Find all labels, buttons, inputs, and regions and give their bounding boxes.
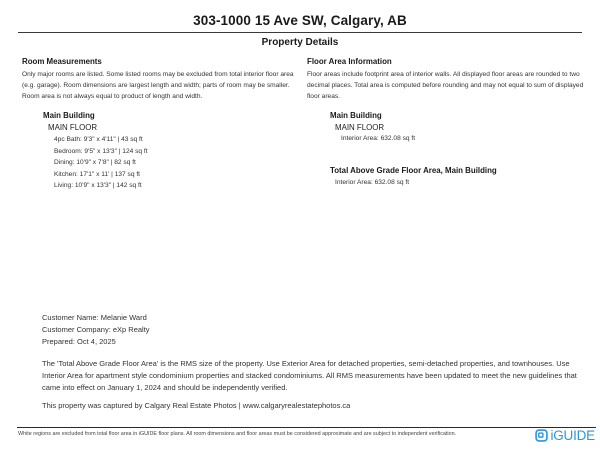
iguide-logo-text: iGUIDE [550,428,595,443]
room-measurements-main-building [43,111,148,192]
page-subtitle: Property Details [261,37,339,48]
building-name: Main Building [43,111,95,120]
room-line: Bedroom: 9'5" x 13'3" | 124 sq ft [54,147,148,155]
page-title: 303-1000 15 Ave SW, Calgary, AB [193,13,407,28]
room-measurements-heading: Room Measurements [22,57,102,66]
rms-disclaimer: The 'Total Above Grade Floor Area' is the RMS size of the property. Use Exterior Area for detached properties, semi-detached properties, and townhouses. Use Interior Area for apartment style condominium properties and stacked condominiums. All RMS measurements have been updated to meet the new guidelines that came into effect on January 1, 2024 and should be independently verified. [42,359,577,392]
customer-info-block [42,312,150,348]
interior-area-value: Interior Area: 632.08 sq ft [341,135,416,142]
iguide-logo [535,428,595,443]
room-measurements-description: Only major rooms are listed. Some listed rooms may be excluded from total interior floor area (e.g. garage). Room dimensions are largest length and width; parts of room may be smaller. Room area is not always equal to product of length and width. [22,71,294,100]
total-above-grade-block [330,166,497,186]
footer-note: White regions are excluded from total floor area in iGUIDE floor plans. All room dimensions and floor areas must be considered approximate and are subject to independent verification. [18,431,457,437]
room-line: 4pc Bath: 9'3" x 4'11" | 43 sq ft [54,136,143,143]
header-divider [18,32,582,33]
room-line: Living: 10'9" x 13'3" | 142 sq ft [54,182,142,190]
prepared-date-line: Prepared: Oct 4, 2025 [42,337,116,346]
floor-area-information-heading: Floor Area Information [307,57,392,66]
floor-area-information-description: Floor areas include footprint area of interior walls. All displayed floor areas are rounded to two decimal places. Total area is computed before rounding and may not equal to sum of displayed floor areas. [307,71,584,100]
captured-by-line: This property was captured by Calgary Real Estate Photos | www.calgaryrealestatephotos.ca [42,401,351,410]
floor-area-information-section [307,57,590,102]
floor-name: MAIN FLOOR [48,123,98,132]
room-line: Dining: 10'9" x 7'8" | 82 sq ft [54,159,136,167]
total-above-grade-heading: Total Above Grade Floor Area, Main Building [330,166,497,175]
footer-divider [17,427,596,428]
room-measurements-section [22,57,294,102]
total-interior-area-value: Interior Area: 632.08 sq ft [335,179,410,186]
floor-area-main-building [330,111,415,142]
customer-name-line: Customer Name: Melanie Ward [42,313,147,322]
customer-company-line: Customer Company: eXp Realty [42,325,150,334]
room-list [54,134,148,192]
room-line: Kitchen: 17'1" x 11' | 137 sq ft [54,170,140,178]
iguide-logo-icon [535,429,548,442]
building-name: Main Building [330,111,382,120]
floor-name: MAIN FLOOR [335,123,385,132]
